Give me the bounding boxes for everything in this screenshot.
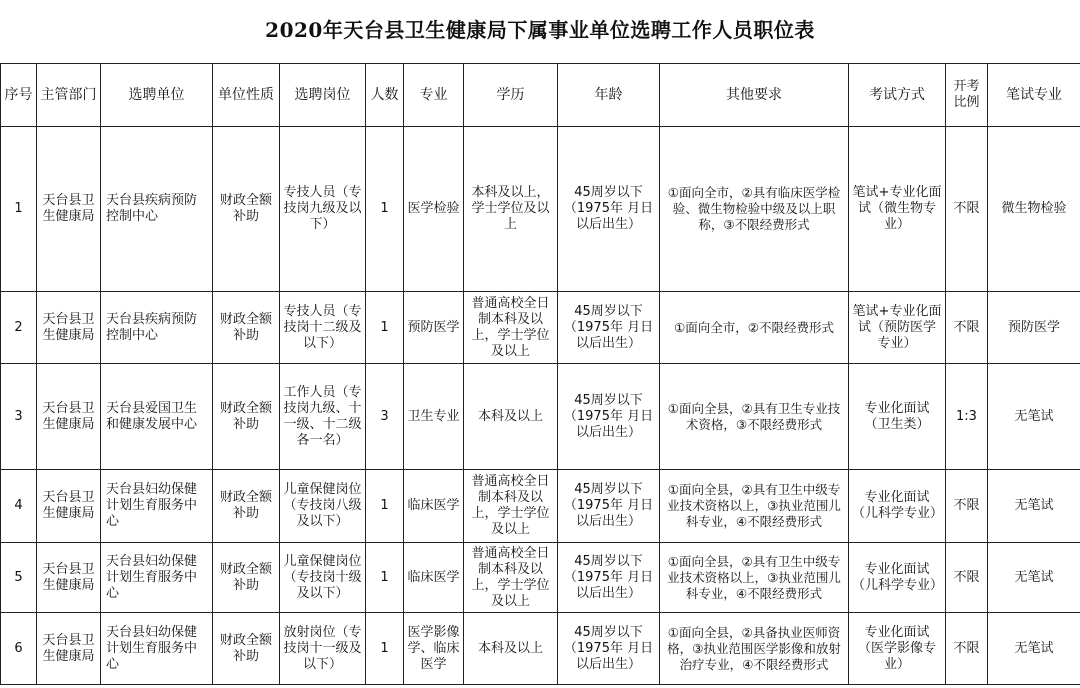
cell-dept: 天台县卫生健康局: [37, 543, 101, 613]
cell-nature: 财政全额补助: [213, 470, 280, 543]
cell-written-major: 预防医学: [988, 292, 1080, 364]
header-nature: 单位性质: [213, 64, 280, 127]
cell-dept: 天台县卫生健康局: [37, 364, 101, 470]
cell-edu: 本科及以上，学士学位及以上: [464, 127, 558, 292]
header-dept: 主管部门: [37, 64, 101, 127]
cell-age: 45周岁以下（1975年 月日以后出生）: [558, 292, 660, 364]
cell-count: 1: [366, 127, 404, 292]
header-unit: 选聘单位: [101, 64, 213, 127]
cell-exam: 笔试+专业化面试（预防医学专业）: [849, 292, 946, 364]
cell-nature: 财政全额补助: [213, 364, 280, 470]
cell-edu: 普通高校全日制本科及以上，学士学位及以上: [464, 470, 558, 543]
cell-other: ①面向全市，②不限经费形式: [660, 292, 849, 364]
positions-table: [0, 63, 1080, 685]
cell-count: 1: [366, 543, 404, 613]
cell-dept: 天台县卫生健康局: [37, 613, 101, 685]
cell-ratio: 不限: [946, 470, 988, 543]
cell-major: 预防医学: [404, 292, 464, 364]
cell-unit: 天台县妇幼保健计划生育服务中心: [101, 613, 213, 685]
cell-exam: 专业化面试（医学影像专业）: [849, 613, 946, 685]
page-title: 2020年天台县卫生健康局下属事业单位选聘工作人员职位表: [265, 18, 815, 42]
cell-other: ①面向全县，②具有卫生中级专业技术资格以上，③执业范围儿科专业，④不限经费形式: [660, 543, 849, 613]
cell-nature: 财政全额补助: [213, 127, 280, 292]
cell-ratio: 不限: [946, 543, 988, 613]
cell-other: ①面向全县，②具备执业医师资格，③执业范围医学影像和放射治疗专业，④不限经费形式: [660, 613, 849, 685]
cell-age: 45周岁以下（1975年 月日以后出生）: [558, 543, 660, 613]
table-row: [1, 292, 1080, 364]
cell-dept: 天台县卫生健康局: [37, 292, 101, 364]
cell-seq: 4: [1, 470, 37, 543]
cell-edu: 本科及以上: [464, 364, 558, 470]
cell-exam: 专业化面试（卫生类）: [849, 364, 946, 470]
cell-written-major: 无笔试: [988, 470, 1080, 543]
cell-post: 放射岗位（专技岗十一级及以下）: [280, 613, 366, 685]
header-seq: 序号: [1, 64, 37, 127]
cell-age: 45周岁以下（1975年 月日以后出生）: [558, 470, 660, 543]
cell-major: 卫生专业: [404, 364, 464, 470]
cell-seq: 1: [1, 127, 37, 292]
cell-age: 45周岁以下（1975年 月日以后出生）: [558, 613, 660, 685]
cell-nature: 财政全额补助: [213, 613, 280, 685]
cell-ratio: 不限: [946, 292, 988, 364]
cell-count: 1: [366, 470, 404, 543]
cell-written-major: 无笔试: [988, 543, 1080, 613]
cell-edu: 普通高校全日制本科及以上，学士学位及以上: [464, 543, 558, 613]
cell-post: 工作人员（专技岗九级、十一级、十二级各一名）: [280, 364, 366, 470]
header-count: 人数: [366, 64, 404, 127]
header-exam: 考试方式: [849, 64, 946, 127]
header-ratio: [946, 64, 988, 127]
header-post: 选聘岗位: [280, 64, 366, 127]
cell-seq: 6: [1, 613, 37, 685]
cell-seq: 5: [1, 543, 37, 613]
cell-unit: 天台县疾病预防控制中心: [101, 127, 213, 292]
cell-ratio: 不限: [946, 613, 988, 685]
cell-post: 专技人员（专技岗九级及以下）: [280, 127, 366, 292]
cell-major: 医学影像学、临床医学: [404, 613, 464, 685]
cell-age: 45周岁以下（1975年 月日以后出生）: [558, 364, 660, 470]
table-row: [1, 127, 1080, 292]
cell-unit: 天台县爱国卫生和健康发展中心: [101, 364, 213, 470]
cell-other: ①面向全县，②具有卫生专业技术资格，③不限经费形式: [660, 364, 849, 470]
cell-seq: 2: [1, 292, 37, 364]
table-row: [1, 364, 1080, 470]
cell-written-major: 微生物检验: [988, 127, 1080, 292]
cell-other: ①面向全县，②具有卫生中级专业技术资格以上，③执业范围儿科专业，④不限经费形式: [660, 470, 849, 543]
header-ratio-line1: 开考: [953, 79, 980, 94]
cell-edu: 普通高校全日制本科及以上，学士学位及以上: [464, 292, 558, 364]
cell-nature: 财政全额补助: [213, 292, 280, 364]
header-other: 其他要求: [660, 64, 849, 127]
cell-seq: 3: [1, 364, 37, 470]
cell-major: 临床医学: [404, 470, 464, 543]
header-edu: 学历: [464, 64, 558, 127]
cell-edu: 本科及以上: [464, 613, 558, 685]
cell-written-major: 无笔试: [988, 364, 1080, 470]
cell-post: 专技人员（专技岗十二级及以下）: [280, 292, 366, 364]
cell-exam: 笔试+专业化面试（微生物专业）: [849, 127, 946, 292]
cell-unit: 天台县妇幼保健计划生育服务中心: [101, 543, 213, 613]
table-row: [1, 470, 1080, 543]
header-row: [1, 64, 1080, 127]
cell-post: 儿童保健岗位（专技岗八级及以下）: [280, 470, 366, 543]
cell-post: 儿童保健岗位（专技岗十级及以下）: [280, 543, 366, 613]
cell-count: 1: [366, 613, 404, 685]
cell-count: 1: [366, 292, 404, 364]
cell-other: ①面向全市，②具有临床医学检验、微生物检验中级及以上职称，③不限经费形式: [660, 127, 849, 292]
header-age: 年龄: [558, 64, 660, 127]
cell-ratio: 1:3: [946, 364, 988, 470]
cell-written-major: 无笔试: [988, 613, 1080, 685]
cell-ratio: 不限: [946, 127, 988, 292]
cell-major: 临床医学: [404, 543, 464, 613]
cell-exam: 专业化面试（儿科学专业）: [849, 470, 946, 543]
table-row: [1, 613, 1080, 685]
cell-major: 医学检验: [404, 127, 464, 292]
header-ratio-line2: 比例: [953, 95, 980, 110]
cell-exam: 专业化面试（儿科学专业）: [849, 543, 946, 613]
cell-dept: 天台县卫生健康局: [37, 127, 101, 292]
cell-age: 45周岁以下（1975年 月日以后出生）: [558, 127, 660, 292]
header-major: 专业: [404, 64, 464, 127]
cell-unit: 天台县疾病预防控制中心: [101, 292, 213, 364]
table-row: [1, 543, 1080, 613]
header-written-major: 笔试专业: [988, 64, 1080, 127]
cell-count: 3: [366, 364, 404, 470]
cell-nature: 财政全额补助: [213, 543, 280, 613]
cell-dept: 天台县卫生健康局: [37, 470, 101, 543]
cell-unit: 天台县妇幼保健计划生育服务中心: [101, 470, 213, 543]
